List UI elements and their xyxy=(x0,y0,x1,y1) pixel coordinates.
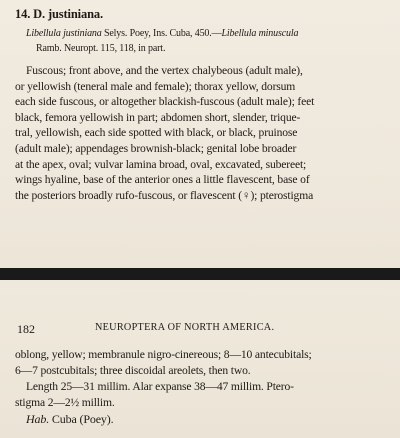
measurements-line: stigma 2—2½ millim. xyxy=(15,395,115,409)
running-title: NEUROPTERA OF NORTH AMERICA. xyxy=(95,322,275,333)
description-line: Fuscous; front above, and the vertex chalybeous (adult male), xyxy=(26,64,303,77)
description-line: or yellowish (teneral male and female); thorax yellow, dorsum xyxy=(15,79,296,93)
description-line: (adult male); appendages brownish-black; genital lobe broader xyxy=(15,142,297,155)
page-number: 182 xyxy=(17,322,35,336)
description-line: black, femora yellowish in part; abdomen short, slender, trique- xyxy=(15,110,301,124)
description-line: tral, yellowish, each side spotted with black, or black, pruinose xyxy=(15,126,298,140)
citation-text: Ramb. Neuropt. 115, 118, in part. xyxy=(36,43,166,54)
description-line: wings hyaline, base of the anterior ones a little flavescent, base of xyxy=(15,173,310,187)
description-line: at the apex, oval; vulvar lamina broad, oval, excavated, subereet; xyxy=(15,157,307,171)
habitat-label: Hab. xyxy=(26,412,50,426)
italic-taxon-name: Libellula minuscula xyxy=(221,28,299,39)
habitat-line xyxy=(26,412,113,426)
synonymy-line xyxy=(36,42,165,56)
habitat-value: Cuba (Poey). xyxy=(49,412,114,426)
continuation-line: 6—7 postcubitals; three discoidal areolets, then two. xyxy=(15,363,251,377)
bottom-page-fragment xyxy=(0,280,400,438)
description-line: the posteriors broadly rufo-fuscous, or flavescent (♀); pterostigma xyxy=(15,188,314,202)
citation-text: Selys. Poey, Ins. Cuba, 450.— xyxy=(101,28,222,39)
description-line: each side fuscous, or altogether blackish-fuscous (adult male); feet xyxy=(15,95,315,109)
continuation-line: oblong, yellow; membranule nigro-cinereous; 8—10 antecubitals; xyxy=(15,348,312,361)
species-heading: 14. D. justiniana. xyxy=(15,7,103,21)
italic-taxon-name: Libellula justiniana xyxy=(26,28,102,39)
synonymy-line xyxy=(26,27,298,41)
measurements-line: Length 25—31 millim. Alar expanse 38—47 millim. Ptero- xyxy=(26,380,294,393)
